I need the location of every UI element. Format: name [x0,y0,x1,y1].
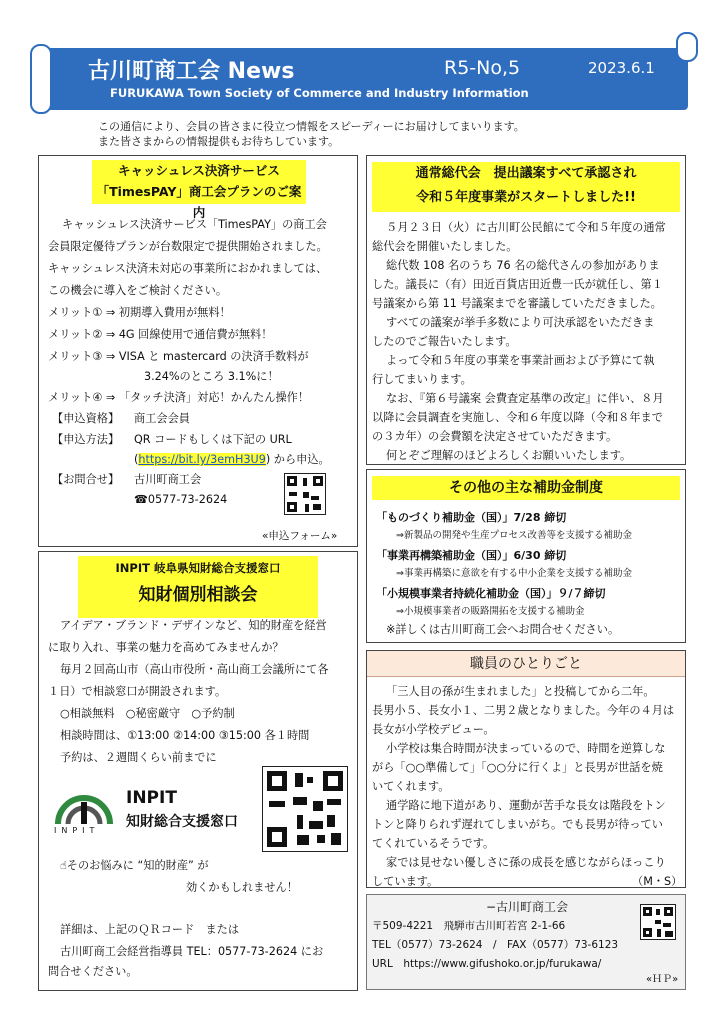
homepage-caption: «ＨＰ» [646,974,679,985]
paren-open: ( [134,453,139,466]
qualification-label: 【申込資格】 [52,412,120,425]
cashless-paragraph-4: この機会に導入をご検討ください。 [48,284,228,297]
subsidy-item-name: 「小規模事業者持続化補助金（国）」９/７締切 [376,587,606,600]
subsidy-item-desc: ⇒新製品の開発や生産プロセス改善等を支援する補助金 [396,530,632,541]
footer-tel-fax: TEL（0577）73-2624 / FAX（0577）73-6123 [372,939,619,951]
newsletter-title: 古川町商工会 News [88,59,295,84]
footer-address: 〒509-4221 飛騨市古川町若宮 2-1-66 [372,920,566,932]
merit-4: メリット④ ⇒ 「タッチ決済」対応！かんたん操作！ [48,391,310,404]
inpit-title-1: INPIT 岐阜県知財総合支援窓口 [115,561,281,575]
footer-url[interactable]: URL https://www.gifushoko.or.jp/furukawa/ [372,958,602,970]
newsletter-subtitle: FURUKAWA Town Society of Commerce and Industry Information [110,86,529,100]
staff-line: 小学校は集合時間が決まっているので、時間を逆算しな [386,742,666,755]
inpit-detail-2: 古川町商工会経営指導員 TEL：0577-73-2624 にお [60,945,324,958]
staff-line: 「三人目の孫が生まれました」と投稿してから二年。 [386,685,655,698]
inpit-heading [78,556,318,618]
contact-label: 【お問合せ】 [52,473,120,486]
staff-body [372,682,684,891]
meeting-line: の３カ年）の会費額を決定させていただきます。 [372,430,618,443]
inpit-paragraph-1: アイデア・ブランド・デザインなど、知的財産を経営 [60,619,327,632]
subsidy-note: ※詳しくは古川町商工会へお問合せください。 [386,623,620,636]
cashless-paragraph-1: キャッシュレス決済サービス「TimesPAY」の商工会 [62,218,327,231]
inpit-logo-caption: INPIT [54,826,100,835]
issue-date: 2023.6.1 [588,59,655,77]
staff-line: 通学路に地下道があり、運動が苦手な長女は階段をトン [386,799,666,812]
merit-2: メリット② ⇒ 4G 回線使用で通信費が無料！ [48,328,273,341]
qualification-value: 商工会会員 [134,412,190,425]
method-value: QR コードもしくは下記の URL [134,433,292,446]
subsidy-item-name: 「ものづくり補助金（国）」7/28 締切 [376,511,567,524]
subsidy-item-name: 「事業再構築補助金（国）」6/30 締切 [376,549,567,562]
method-url-line [134,450,330,469]
subsidy-heading: その他の主な補助金制度 [372,476,680,500]
meeting-line: 何とぞご理解のほどよろしくお願いいたします。 [386,449,632,462]
merit-3: メリット③ ⇒ VISA と mastercard の決済手数料が [48,350,309,363]
method-label: 【申込方法】 [52,433,120,446]
subsidy-item-desc: ⇒小規模事業者の販路開拓を支援する補助金 [396,606,585,617]
inpit-title-2: 知財個別相談会 [138,585,258,605]
meeting-line: 以降に会員調査を実施し、令和６年度以降（令和８年まで [372,411,663,424]
staff-line: 家では見せない優しさに孫の成長を感じながらほっこり [386,856,666,869]
meeting-line: よって令和５年度の事業を事業計画および予算にて執 [386,354,655,367]
intro-line-1: この通信により、会員の皆さまに役立つ情報をスピーディーにお届けしてまいります。 [98,120,525,133]
cashless-title-1: キャッシュレス決済サービス [118,163,280,178]
staff-line: トンと降りられず遅れてしまいがち。でも長男が待ってい [372,818,663,831]
meeting-line: 号議案から第 11 号議案までを審議していただきました。 [372,297,662,310]
staff-line: がら「○○準備して」「○○分に行くよ」と長男が世話を焼 [372,761,663,774]
inpit-qr-code[interactable] [262,766,348,852]
meeting-line: 総代会を開催いたしました。 [372,240,518,253]
cashless-heading [92,160,306,220]
staff-line: 長女が小学校デビュー。 [372,723,495,736]
meeting-line: した。議長に（有）田近百貨店田近豊一氏が就任し、第１ [372,278,663,291]
staff-author: （M・S） [632,875,683,888]
scroll-decoration-left [30,44,52,114]
meeting-line: 総代数 108 名のうち 76 名の総代さんの参加がありま [386,259,660,272]
inpit-reservation: 予約は、２週間くらい前までに [60,751,217,764]
application-url-link[interactable]: https://bit.ly/3emH3U9 [138,453,266,466]
form-caption: «申込フォーム» [262,530,338,542]
meeting-line: したのでご報告いたします。 [372,335,517,348]
inpit-paragraph-3: 毎月２回高山市（高山市役所・高山商工会議所にて各 [60,663,329,676]
meeting-line: なお、『第６号議案 会費査定基準の改定』に伴い、８月 [386,392,664,405]
inpit-worry-line-1: ☝そのお悩みに “知的財産” が [60,859,209,872]
staff-line: いてくれます。 [372,780,450,793]
inpit-consult-times: 相談時間は、①13:00 ②14:00 ③15:00 各１時間 [60,729,310,742]
cashless-paragraph-3: キャッシュレス決済未対応の事業所におかれましては、 [48,262,328,275]
meeting-title-2: 令和５年度事業がスタートしました!! [416,190,636,205]
inpit-logo-title: INPIT [126,788,177,808]
meeting-line: ５月２３日（火）に古川町公民館にて令和５年度の通常 [386,221,666,234]
homepage-qr-code[interactable] [640,904,676,940]
meeting-body [372,218,684,465]
contact-tel: ☎0577-73-2624 [134,493,228,506]
inpit-paragraph-2: に取り入れ、事業の魅力を高めてみませんか？ [48,641,284,654]
cashless-title-2: 「TimesPAY」商工会プランのご案内 [96,184,302,220]
intro-line-2: また皆さまからの情報提供もお待ちしています。 [98,135,340,148]
inpit-worry-line-2: 効くかもしれません！ [186,881,298,894]
inpit-features: ○相談無料 ○秘密厳守 ○予約制 [60,707,235,720]
staff-line: 長男小５、長女小１、二男２歳となりました。今年の４月は [372,704,675,717]
inpit-paragraph-4: １日）で相談窓口が開設されます。 [48,685,227,698]
inpit-detail-1: 詳細は、上記のＱＲコード または [60,923,240,936]
meeting-heading [372,162,680,212]
issue-number: R5-No,5 [444,57,521,79]
application-qr-code[interactable] [284,473,326,515]
inpit-detail-3: 問合せください。 [48,965,138,978]
scroll-decoration-right [676,32,698,62]
inpit-logo [48,784,120,838]
footer-org-name: −古川町商工会 [486,900,569,914]
inpit-logo-subtitle: 知財総合支援窓口 [126,814,238,830]
staff-line: てくれているそうです。 [372,837,495,850]
meeting-title-1: 通常総代会 提出議案すべて承認され [415,166,637,181]
staff-line: しています。 [372,875,439,888]
staff-heading: 職員のひとりごと [367,651,685,677]
merit-1: メリット① ⇒ 初期導入費用が無料！ [48,306,231,319]
method-url-suffix: ) から申込。 [265,453,330,466]
cashless-paragraph-2: 会員限定優待プランが台数限定で提供開始されました。 [48,240,328,253]
meeting-line: すべての議案が挙手多数により可決承認をいただきま [386,316,655,329]
subsidy-item-desc: ⇒事業再構築に意欲を有する中小企業を支援する補助金 [396,568,632,579]
contact-name: 古川町商工会 [134,473,202,486]
meeting-line: 行してまいります。 [372,373,472,386]
merit-3-detail: 3.24%のところ 3.1%に！ [144,370,279,383]
